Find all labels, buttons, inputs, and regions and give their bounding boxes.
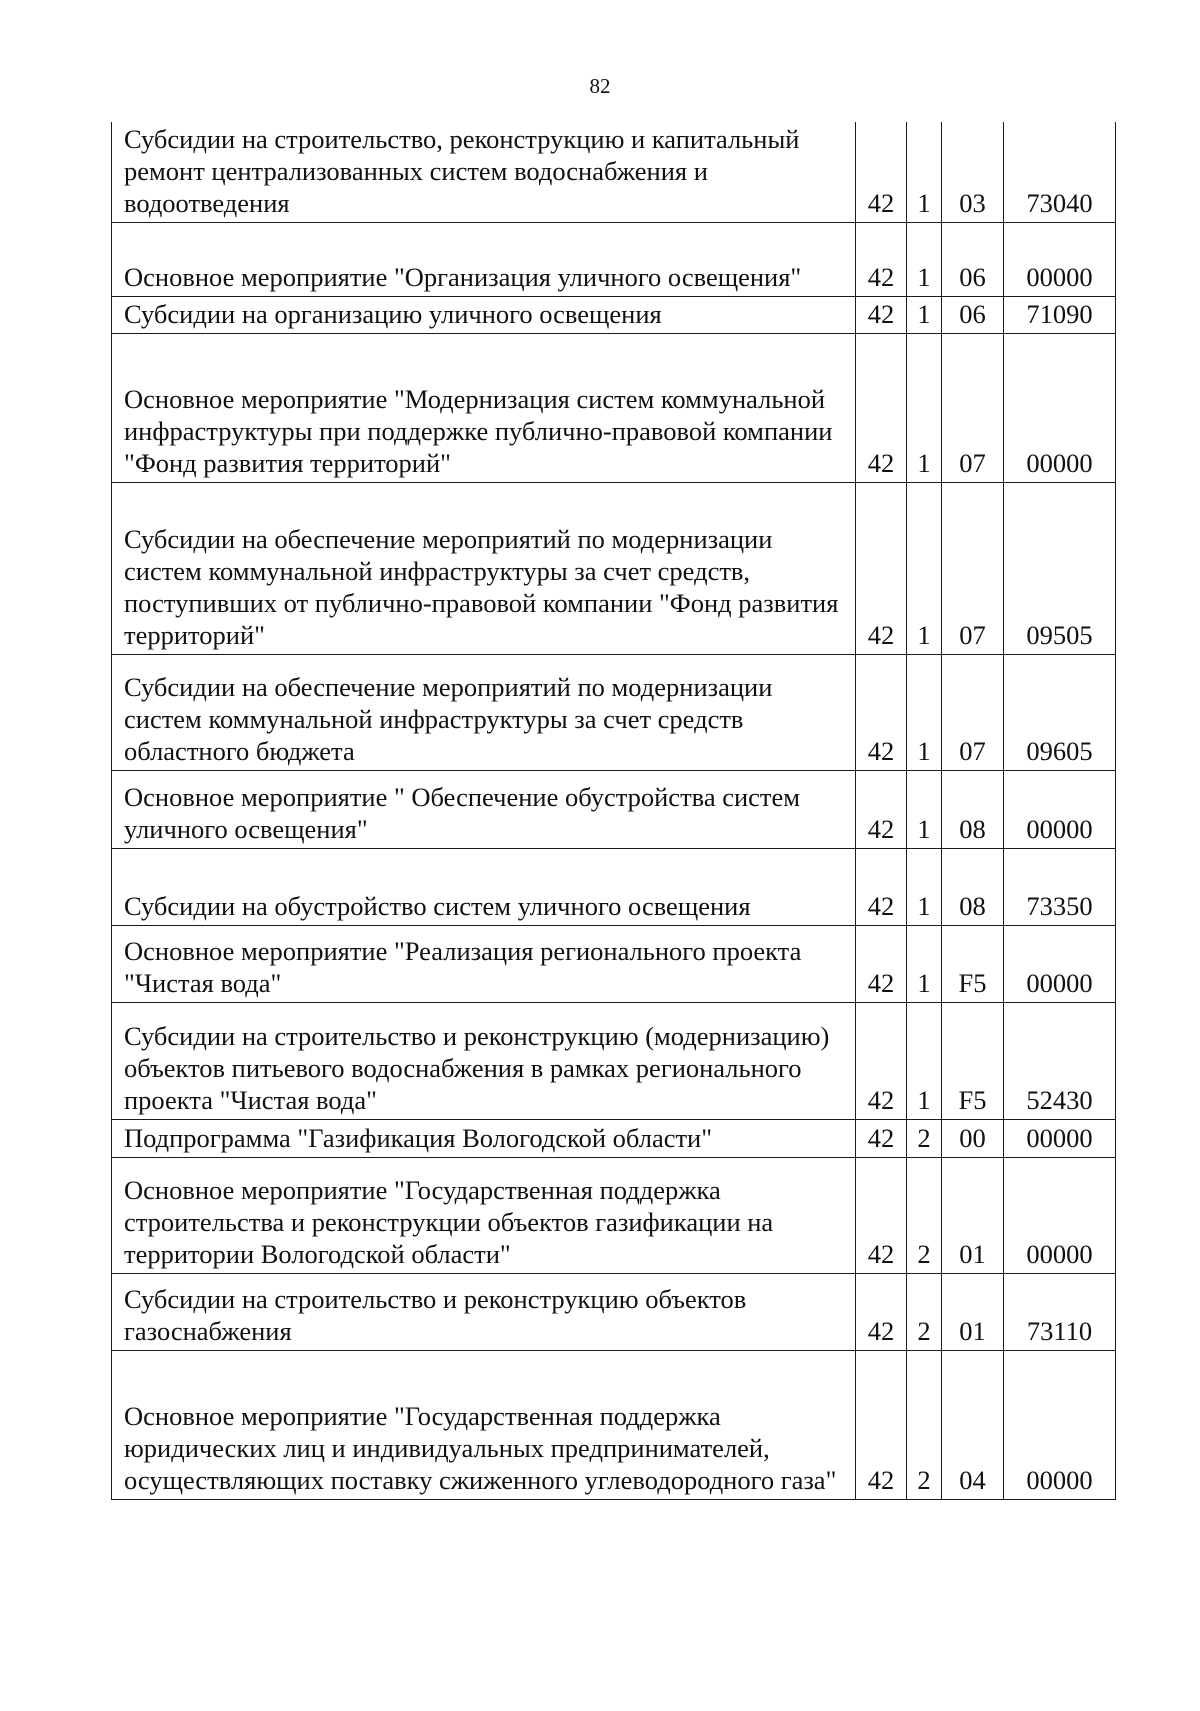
program-code: 42 (856, 333, 907, 482)
program-code: 42 (856, 482, 907, 654)
subprogram-code: 1 (907, 1002, 942, 1119)
program-code: 42 (856, 1119, 907, 1157)
program-code: 42 (856, 122, 907, 222)
program-code: 42 (856, 925, 907, 1002)
table-row (112, 333, 1116, 482)
event-code: 06 (942, 222, 1004, 296)
direction-code: 00000 (1004, 770, 1116, 848)
event-code: 07 (942, 482, 1004, 654)
page-number: 82 (589, 74, 611, 98)
event-code: 06 (942, 296, 1004, 333)
row-name: Подпрограмма "Газификация Вологодской области" (112, 1119, 856, 1157)
table-row (112, 848, 1116, 925)
subprogram-code: 1 (907, 925, 942, 1002)
direction-code: 00000 (1004, 333, 1116, 482)
direction-code: 73350 (1004, 848, 1116, 925)
row-name: Субсидии на обустройство систем уличного освещения (112, 848, 856, 925)
table-row (112, 482, 1116, 654)
row-name: Основное мероприятие "Реализация регионального проекта "Чистая вода" (112, 925, 856, 1002)
direction-code: 00000 (1004, 222, 1116, 296)
direction-code: 71090 (1004, 296, 1116, 333)
subprogram-code: 1 (907, 222, 942, 296)
table-row (112, 925, 1116, 1002)
direction-code: 09505 (1004, 482, 1116, 654)
program-code: 42 (856, 1273, 907, 1350)
row-name: Субсидии на строительство и реконструкцию объектов газоснабжения (112, 1273, 856, 1350)
direction-code: 00000 (1004, 1157, 1116, 1273)
event-code: 01 (942, 1273, 1004, 1350)
table-row (112, 296, 1116, 333)
row-name: Основное мероприятие "Организация уличного освещения" (112, 222, 856, 296)
subprogram-code: 2 (907, 1157, 942, 1273)
event-code: 08 (942, 770, 1004, 848)
subprogram-code: 1 (907, 770, 942, 848)
program-code: 42 (856, 1157, 907, 1273)
row-name: Субсидии на строительство, реконструкцию и капитальный ремонт централизованных систем водоснабжения и водоотведения (112, 122, 856, 222)
table-row (112, 654, 1116, 770)
subprogram-code: 1 (907, 333, 942, 482)
row-name: Субсидии на обеспечение мероприятий по модернизации систем коммунальной инфраструктуры за счет средств, поступивших от публично-правовой компании "Фонд развития территорий" (112, 482, 856, 654)
event-code: 07 (942, 654, 1004, 770)
direction-code: 73040 (1004, 122, 1116, 222)
event-code: F5 (942, 1002, 1004, 1119)
budget-classification-table (111, 122, 1116, 1500)
row-name: Основное мероприятие "Модернизация систем коммунальной инфраструктуры при поддержке публично-правовой компании "Фонд развития территорий" (112, 333, 856, 482)
event-code: 03 (942, 122, 1004, 222)
event-code: 08 (942, 848, 1004, 925)
event-code: 01 (942, 1157, 1004, 1273)
subprogram-code: 1 (907, 482, 942, 654)
direction-code: 00000 (1004, 1350, 1116, 1499)
table-row (112, 1273, 1116, 1350)
program-code: 42 (856, 222, 907, 296)
subprogram-code: 1 (907, 654, 942, 770)
subprogram-code: 2 (907, 1273, 942, 1350)
row-name: Основное мероприятие "Государственная поддержка юридических лиц и индивидуальных предпринимателей, осуществляющих поставку сжиженного углеводородного газа" (112, 1350, 856, 1499)
subprogram-code: 2 (907, 1119, 942, 1157)
event-code: 04 (942, 1350, 1004, 1499)
program-code: 42 (856, 654, 907, 770)
program-code: 42 (856, 1002, 907, 1119)
subprogram-code: 1 (907, 848, 942, 925)
subprogram-code: 1 (907, 296, 942, 333)
row-name: Субсидии на организацию уличного освещения (112, 296, 856, 333)
direction-code: 52430 (1004, 1002, 1116, 1119)
program-code: 42 (856, 770, 907, 848)
event-code: 07 (942, 333, 1004, 482)
direction-code: 73110 (1004, 1273, 1116, 1350)
program-code: 42 (856, 296, 907, 333)
table-row (112, 122, 1116, 222)
program-code: 42 (856, 848, 907, 925)
table-row (112, 770, 1116, 848)
direction-code: 00000 (1004, 1119, 1116, 1157)
table-row (112, 1350, 1116, 1499)
row-name: Субсидии на строительство и реконструкцию (модернизацию) объектов питьевого водоснабжения в рамках регионального проекта "Чистая вода" (112, 1002, 856, 1119)
direction-code: 09605 (1004, 654, 1116, 770)
subprogram-code: 2 (907, 1350, 942, 1499)
event-code: F5 (942, 925, 1004, 1002)
subprogram-code: 1 (907, 122, 942, 222)
program-code: 42 (856, 1350, 907, 1499)
row-name: Основное мероприятие "Государственная поддержка строительства и реконструкции объектов газификации на территории Вологодской области" (112, 1157, 856, 1273)
table-row (112, 1002, 1116, 1119)
row-name: Основное мероприятие " Обеспечение обустройства систем уличного освещения" (112, 770, 856, 848)
table-row (112, 222, 1116, 296)
direction-code: 00000 (1004, 925, 1116, 1002)
table-row (112, 1119, 1116, 1157)
row-name: Субсидии на обеспечение мероприятий по модернизации систем коммунальной инфраструктуры за счет средств областного бюджета (112, 654, 856, 770)
table-row (112, 1157, 1116, 1273)
event-code: 00 (942, 1119, 1004, 1157)
